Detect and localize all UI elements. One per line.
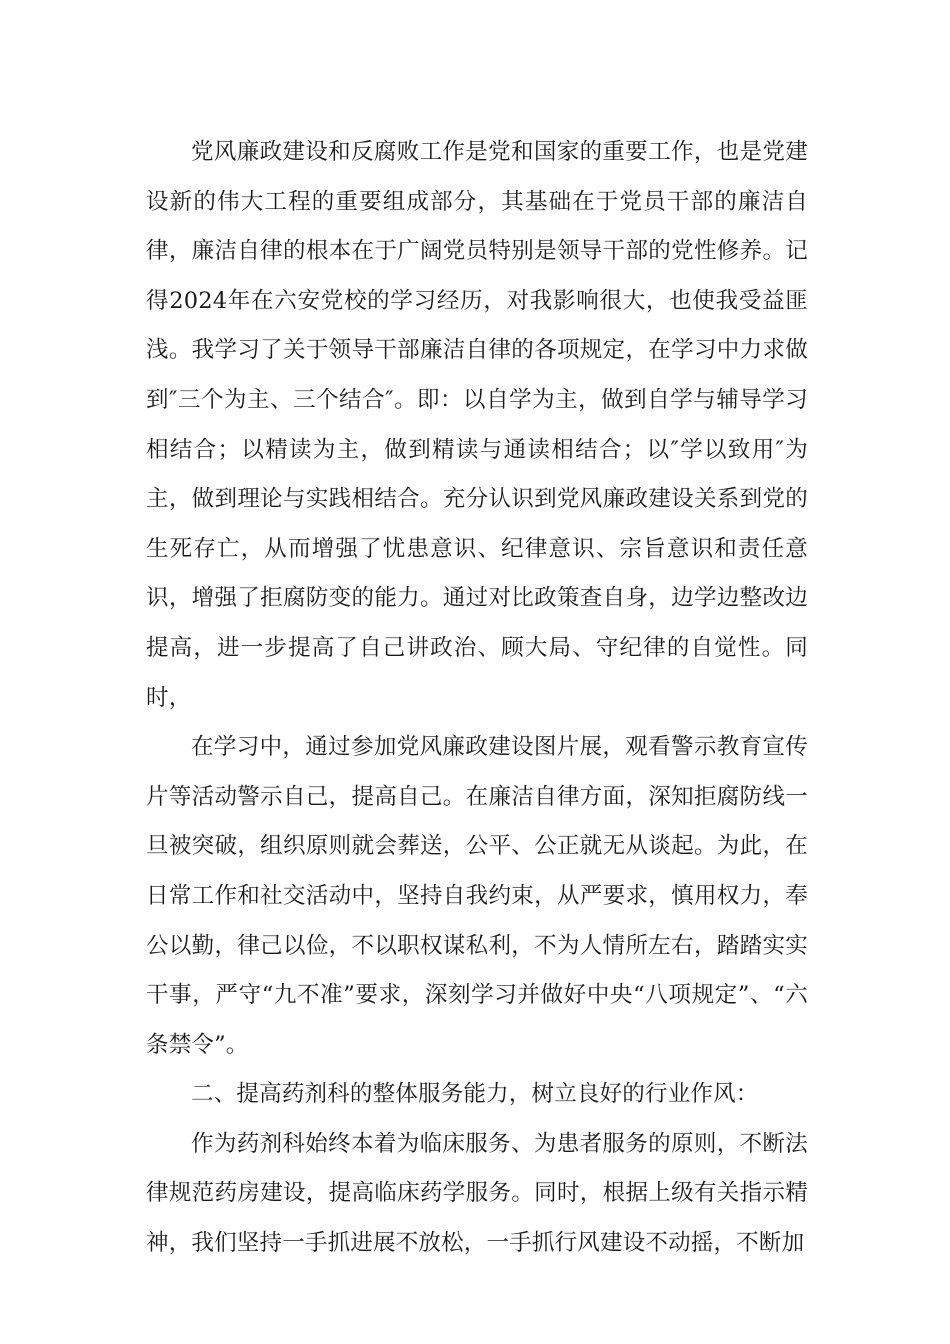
section-heading-2: 二、提高药剂科的整体服务能力，树立良好的行业作风： [191,1081,759,1108]
document-page [146,128,808,1269]
paragraph-1: 党风廉政建设和反腐败工作是党和国家的重要工作，也是党建设新的伟大工程的重要组成部分，其基础在于党员干部的廉洁自律，廉洁自律的根本在于广阔党员特别是领导干部的党性修养。记得2024年在六安党校的学习经历，对我影响很大，也使我受益匪浅。我学习了关于领导干部廉洁自律的各项规定，在学习中力求做到″三个为主、三个结合″。即：以自学为主，做到自学与辅导学习相结合；以精读为主，做到精读与通读相结合；以″学以致用″为主，做到理论与实践相结合。充分认识到党风廉政建设关系到党的生死存亡，从而增强了忧患意识、纪律意识、宗旨意识和责任意识，增强了拒腐防变的能力。通过对比政策查自身，边学边整改边提高，进一步提高了自己讲政治、顾大局、守纪律的自觉性。同时， [146,139,808,711]
paragraph-2: 在学习中，通过参加党风廉政建设图片展，观看警示教育宣传片等活动警示自己，提高自己。在廉洁自律方面，深知拒腐防线一旦被突破，组织原则就会葬送，公平、公正就无从谈起。为此，在日常工作和社交活动中，坚持自我约束，从严要求，慎用权力，奉公以勤，律己以俭，不以职权谋私利，不为人情所左右，踏踏实实干事，严守“九不准”要求，深刻学习并做好中央“八项规定”、“六条禁令”。 [146,734,808,1058]
paragraph-3: 作为药剂科始终本着为临床服务、为患者服务的原则，不断法律规范药房建设，提高临床药学服务。同时，根据上级有关指示精神，我们坚持一手抓进展不放松，一手抓行风建设不动摇，不断加 [146,1130,808,1257]
